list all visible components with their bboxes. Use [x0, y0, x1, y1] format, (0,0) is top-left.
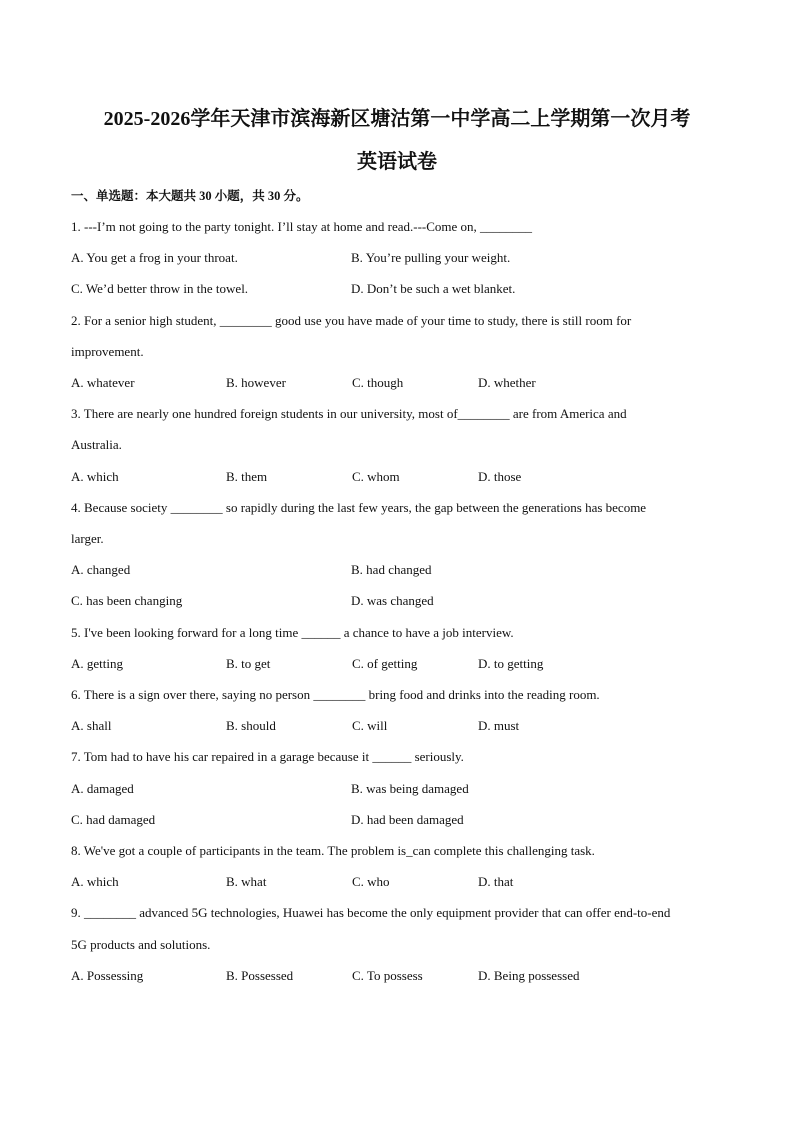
- question-6-option-a: A. shall: [71, 718, 112, 733]
- question-7-option-d: D. had been damaged: [351, 812, 464, 827]
- section-heading: 一、单选题：本大题共 30 小题，共 30 分。: [71, 189, 309, 203]
- question-8-option-d: D. that: [478, 874, 514, 889]
- exam-subject-title: 英语试卷: [357, 151, 437, 173]
- question-7-option-a: A. damaged: [71, 781, 134, 796]
- question-1-option-a: A. You get a frog in your throat.: [71, 250, 238, 265]
- question-4-option-c: C. has been changing: [71, 593, 183, 608]
- question-6-text: 6. There is a sign over there, saying no person ________ bring food and drinks into the reading room.: [71, 687, 600, 702]
- question-8-text: 8. We've got a couple of participants in the team. The problem is_can complete this challenging task.: [71, 843, 595, 858]
- question-8-option-b: B. what: [226, 874, 267, 889]
- question-3-option-d: D. those: [478, 469, 522, 484]
- question-1-option-c: C. We’d better throw in the towel.: [71, 281, 249, 296]
- question-9-option-b: B. Possessed: [226, 968, 294, 983]
- question-2-option-c: C. though: [352, 375, 404, 390]
- question-4-option-d: D. was changed: [351, 593, 434, 608]
- question-1-option-b: B. You’re pulling your weight.: [351, 250, 511, 265]
- question-2-option-b: B. however: [226, 375, 286, 390]
- question-7-text: 7. Tom had to have his car repaired in a garage because it ______ seriously.: [71, 749, 464, 764]
- question-3-option-b: B. them: [226, 469, 268, 484]
- question-9-option-a: A. Possessing: [71, 968, 144, 983]
- question-9-text: 9. ________ advanced 5G technologies, Huawei has become the only equipment provider that can offer end-to-end: [71, 905, 671, 920]
- question-4-text: 4. Because society ________ so rapidly during the last few years, the gap between the generations has become: [71, 500, 647, 515]
- question-3-option-a: A. which: [71, 469, 119, 484]
- question-2-text: 2. For a senior high student, ________ good use you have made of your time to study, there is still room for: [71, 313, 632, 328]
- question-5-option-d: D. to getting: [478, 656, 544, 671]
- question-4-option-a: A. changed: [71, 562, 131, 577]
- question-1-text: 1. ---I’m not going to the party tonight. I’ll stay at home and read.---Come on, ________: [71, 219, 533, 234]
- question-5-option-a: A. getting: [71, 656, 123, 671]
- question-5-option-c: C. of getting: [352, 656, 418, 671]
- question-6-option-b: B. should: [226, 718, 276, 733]
- question-3-text: 3. There are nearly one hundred foreign students in our university, most of________ are from America and: [71, 406, 627, 421]
- question-9-option-d: D. Being possessed: [478, 968, 580, 983]
- question-8-option-c: C. who: [352, 874, 390, 889]
- question-7-option-c: C. had damaged: [71, 812, 156, 827]
- question-8-option-a: A. which: [71, 874, 119, 889]
- question-3-text-cont: Australia.: [71, 437, 122, 452]
- question-2-option-a: A. whatever: [71, 375, 135, 390]
- question-5-option-b: B. to get: [226, 656, 271, 671]
- question-4-option-b: B. had changed: [351, 562, 432, 577]
- question-6-option-d: D. must: [478, 718, 520, 733]
- question-6-option-c: C. will: [352, 718, 388, 733]
- question-5-text: 5. I've been looking forward for a long time ______ a chance to have a job interview.: [71, 625, 514, 640]
- question-2-text-cont: improvement.: [71, 344, 144, 359]
- question-9-option-c: C. To possess: [352, 968, 423, 983]
- question-3-option-c: C. whom: [352, 469, 400, 484]
- question-2-option-d: D. whether: [478, 375, 536, 390]
- question-4-text-cont: larger.: [71, 531, 104, 546]
- exam-title: 2025-2026学年天津市滨海新区塘沽第一中学高二上学期第一次月考: [103, 108, 691, 130]
- question-1-option-d: D. Don’t be such a wet blanket.: [351, 281, 516, 296]
- question-7-option-b: B. was being damaged: [351, 781, 469, 796]
- question-9-text-cont: 5G products and solutions.: [71, 937, 211, 952]
